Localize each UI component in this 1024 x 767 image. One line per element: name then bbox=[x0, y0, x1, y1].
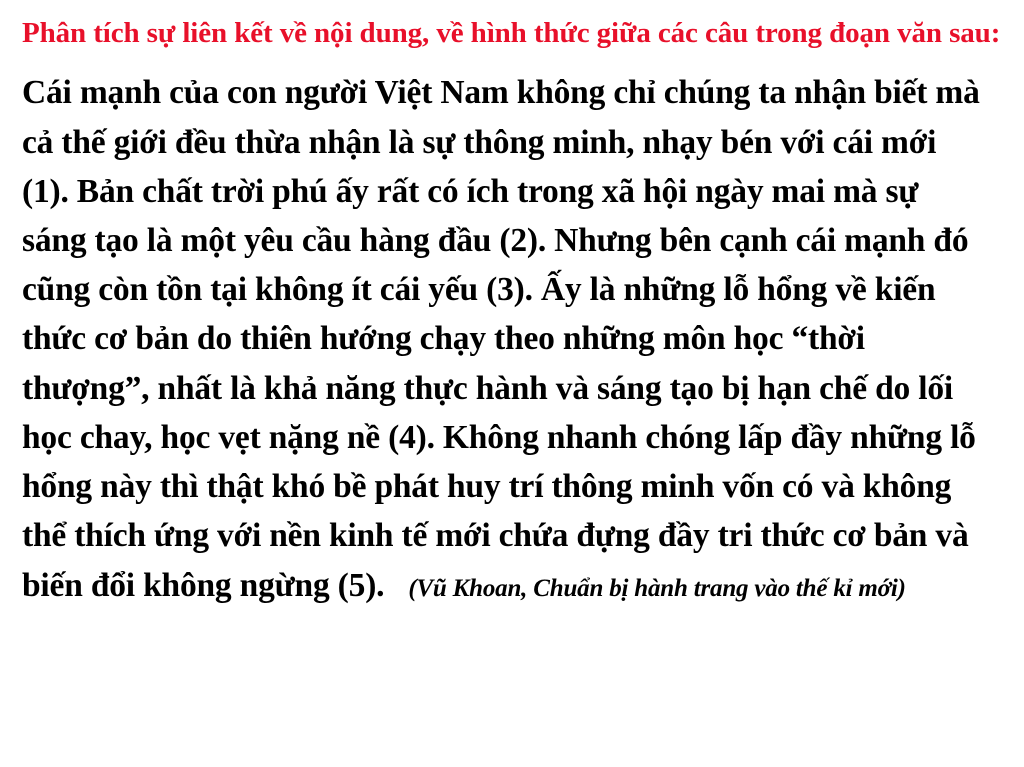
exercise-prompt: Phân tích sự liên kết về nội dung, về hình thức giữa các câu trong đoạn văn sau: bbox=[22, 17, 1001, 49]
passage-attribution: (Vũ Khoan, Chuẩn bị hành trang vào thế kỉ mới) bbox=[408, 574, 906, 602]
passage-block bbox=[22, 68, 982, 610]
passage-text: Cái mạnh của con người Việt Nam không chỉ chúng ta nhận biết mà cả thế giới đều thừa nhận là sự thông minh, nhạy bén với cái mới (1). Bản chất trời phú ấy rất có ích trong xã hội ngày mai mà sự sáng tạo là một yêu cầu hàng đầu (2). Nhưng bên cạnh cái mạnh đó cũng còn tồn tại không ít cái yếu (3). Ấy là những lỗ hổng về kiến thức cơ bản do thiên hướng chạy theo những môn học “thời thượng”, nhất là khả năng thực hành và sáng tạo bị hạn chế do lối học chay, học vẹt nặng nề (4). Không nhanh chóng lấp đầy những lỗ hổng này thì thật khó bề phát huy trí thông minh vốn có và không thể thích ứng với nền kinh tế mới chứa đựng đầy tri thức cơ bản và biến đổi không ngừng (5). bbox=[22, 74, 980, 604]
